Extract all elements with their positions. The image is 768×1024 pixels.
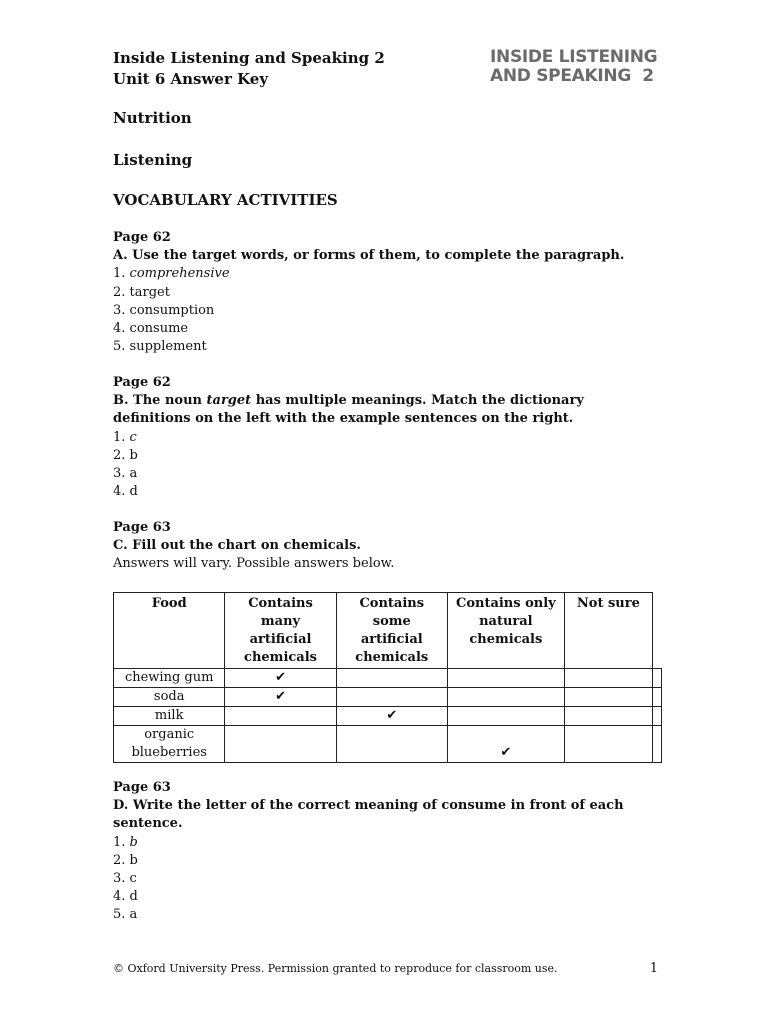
- empty-cell: [336, 669, 447, 688]
- section-b-page: Page 62: [113, 375, 171, 390]
- answer-number: 4.: [113, 321, 130, 337]
- section-d-page: Page 63: [113, 780, 171, 795]
- section-b-answer-3: [113, 465, 658, 483]
- section-d-answer-5: [113, 906, 658, 924]
- answer-text: d: [129, 889, 138, 905]
- section-c-note: Answers will vary. Possible answers below.: [113, 556, 395, 572]
- empty-cell: [447, 688, 564, 707]
- table-row: [114, 688, 662, 707]
- answer-text: comprehensive: [129, 266, 230, 282]
- activities-heading: VOCABULARY ACTIVITIES: [113, 191, 338, 209]
- answer-number: 3.: [113, 466, 130, 482]
- answer-text: a: [129, 907, 138, 923]
- section-a-answer-3: [113, 302, 658, 320]
- answer-text: d: [129, 484, 138, 500]
- answer-number: 1.: [113, 429, 130, 445]
- empty-cell: [653, 707, 662, 726]
- section-d-answer-3: [113, 870, 658, 888]
- book-title: Inside Listening and Speaking 2: [113, 49, 385, 67]
- chart-column-header: Contains many artificial chemicals: [225, 593, 336, 669]
- chart-column-header: Food: [114, 593, 225, 669]
- section-b: [113, 374, 658, 501]
- section-b-answer-1: [113, 429, 658, 447]
- section-a-answer-5: [113, 338, 658, 356]
- empty-cell: [336, 726, 447, 763]
- answer-text: c: [129, 429, 137, 445]
- section-b-answers: [113, 429, 658, 502]
- instruction-text: B. The noun: [113, 393, 207, 409]
- instruction-italic-word: target: [206, 393, 252, 409]
- answer-number: 1.: [113, 266, 130, 282]
- check-mark-icon: ✔: [336, 707, 447, 726]
- chemicals-chart: [113, 592, 662, 763]
- empty-cell: [653, 669, 662, 688]
- answer-text: a: [129, 466, 138, 482]
- section-d-answer-2: [113, 852, 658, 870]
- empty-cell: [564, 688, 652, 707]
- section-a-page: Page 62: [113, 230, 171, 245]
- table-row: [114, 707, 662, 726]
- section-a-instruction: A. Use the target words, or forms of them, to complete the paragraph.: [113, 248, 625, 264]
- logo-line-1: INSIDE LISTENING: [490, 47, 658, 67]
- document-header: [113, 48, 385, 90]
- answer-number: 4.: [113, 889, 130, 905]
- section-d-answers: [113, 834, 658, 925]
- chart-body: [114, 669, 662, 763]
- chart-column-header: Not sure: [564, 593, 652, 669]
- food-cell: organic blueberries: [114, 726, 225, 763]
- answer-number: 3.: [113, 302, 130, 318]
- logo-line-2: AND SPEAKING 2: [490, 66, 654, 86]
- section-d: [113, 779, 658, 925]
- answer-text: c: [129, 871, 137, 887]
- food-cell: soda: [114, 688, 225, 707]
- section-a: [113, 229, 658, 356]
- check-mark-icon: ✔: [225, 688, 336, 707]
- chart-column-header: Contains some artificial chemicals: [336, 593, 447, 669]
- answer-text: b: [129, 834, 138, 850]
- answer-number: 5.: [113, 907, 130, 923]
- answer-number: 4.: [113, 484, 130, 500]
- answer-number: 5.: [113, 339, 130, 355]
- answer-number: 2.: [113, 852, 130, 868]
- section-a-answer-1: [113, 265, 658, 283]
- page-footer: [113, 961, 658, 977]
- unit-title: Unit 6 Answer Key: [113, 70, 269, 88]
- empty-cell: [653, 726, 662, 763]
- check-mark-icon: ✔: [225, 669, 336, 688]
- answer-text: consumption: [129, 302, 215, 318]
- series-logo: [490, 48, 657, 86]
- answer-number: 1.: [113, 834, 130, 850]
- food-cell: milk: [114, 707, 225, 726]
- section-b-instruction: [113, 392, 658, 428]
- page-number: 1: [649, 961, 658, 976]
- empty-cell: [564, 707, 652, 726]
- answer-number: 2.: [113, 447, 130, 463]
- empty-cell: [447, 707, 564, 726]
- answer-text: consume: [129, 321, 189, 337]
- section-b-answer-4: [113, 483, 658, 501]
- answer-text: b: [129, 852, 138, 868]
- empty-cell: [564, 726, 652, 763]
- answer-text: b: [129, 447, 138, 463]
- answer-text: supplement: [129, 339, 207, 355]
- answer-number: 3.: [113, 871, 130, 887]
- section-d-instruction: D. Write the letter of the correct meaning of consume in front of each sentence.: [113, 798, 624, 832]
- section-c: [113, 519, 658, 574]
- empty-cell: [447, 669, 564, 688]
- section-a-answer-2: [113, 284, 658, 302]
- answer-number: 2.: [113, 284, 130, 300]
- copyright-notice: © Oxford University Press. Permission granted to reproduce for classroom use.: [113, 962, 558, 975]
- empty-cell: [225, 707, 336, 726]
- section-a-answers: [113, 265, 658, 356]
- section-d-answer-4: [113, 888, 658, 906]
- empty-cell: [225, 726, 336, 763]
- section-b-answer-2: [113, 447, 658, 465]
- empty-cell: [336, 688, 447, 707]
- section-heading: Listening: [113, 151, 193, 169]
- section-d-answer-1: [113, 834, 658, 852]
- table-row: [114, 669, 662, 688]
- chart-header-row: [114, 593, 662, 669]
- section-c-instruction: C. Fill out the chart on chemicals.: [113, 538, 361, 554]
- empty-cell: [564, 669, 652, 688]
- empty-cell: [653, 688, 662, 707]
- section-a-answer-4: [113, 320, 658, 338]
- food-cell: chewing gum: [114, 669, 225, 688]
- table-row: [114, 726, 662, 763]
- answer-text: target: [129, 284, 170, 300]
- topic-heading: Nutrition: [113, 109, 192, 127]
- instruction-text: has multiple meanings. Match the dictionary definitions on the left with the example sentences on the right.: [113, 393, 584, 427]
- chart-column-header: Contains only natural chemicals: [447, 593, 564, 669]
- check-mark-icon: ✔: [447, 726, 564, 763]
- section-c-page: Page 63: [113, 520, 171, 535]
